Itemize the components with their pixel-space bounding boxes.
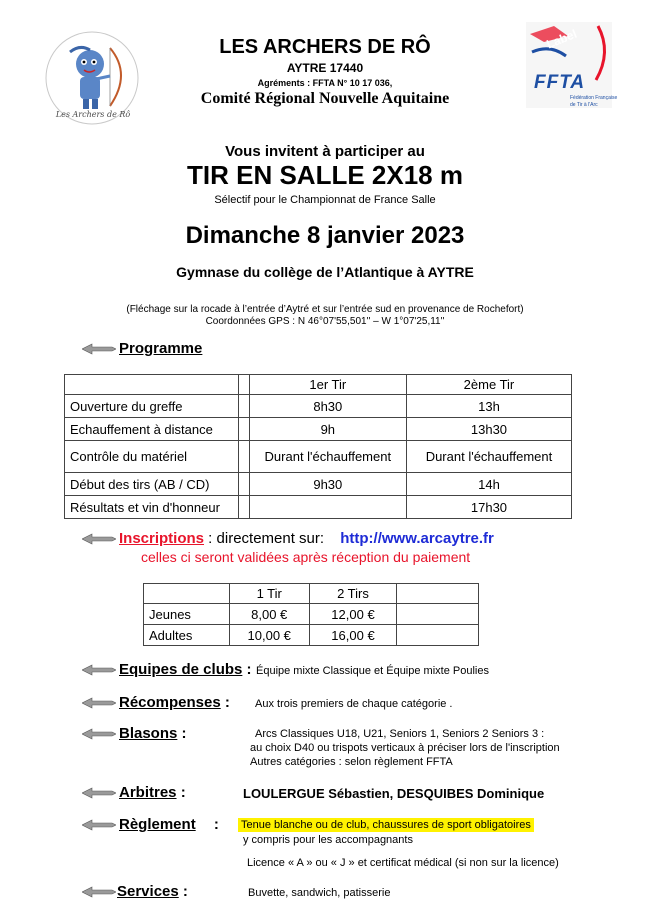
services-text: Buvette, sandwich, patisserie [248,887,391,899]
arrow-icon [82,885,116,899]
table-row [65,473,572,496]
table-header-cell [397,584,479,604]
row-label: Début des tirs (AB / CD) [65,473,239,496]
selective-note: Sélectif pour le Championnat de France Salle [214,194,436,206]
table-header-cell: 1 Tir [229,584,309,604]
logo-text: Les Archers de Rô [55,110,131,119]
row-value: 13h [406,395,571,418]
venue: Gymnase du collège de l’Atlantique à AYTRE [176,264,474,280]
directions: (Fléchage sur la rocade à l’entrée d’Aytré et sur l’entrée sud en provenance de Rochefort) [126,304,524,315]
table-header-row [65,375,572,395]
inscriptions-note: celles ci seront validées après réception du paiement [141,549,471,565]
gps-coordinates: Coordonnées GPS : N 46°07'55,501'' – W 1°07'25,11'' [205,316,445,327]
programme-title: Programme [119,340,203,357]
services-colon: : [178,883,188,900]
website-link[interactable]: http://www.arcaytre.fr [340,530,494,547]
arrow-icon [82,818,116,832]
table-header-cell: 1er Tir [249,375,406,395]
blasons-title: Blasons [119,725,178,742]
tarifs-table [143,583,479,646]
blasons-colon: : [177,725,187,742]
table-row [65,496,572,519]
table-row [144,625,479,646]
row-value: Durant l'échauffement [406,441,571,473]
arrow-icon [82,696,116,710]
inscriptions-title: Inscriptions [119,530,205,547]
programme-table [64,374,572,519]
services-line [117,883,188,901]
reglement-line [119,816,219,834]
ffta-logo [520,22,630,112]
invite-line: Vous invitent à participer au [225,143,425,160]
committee: Comité Régional Nouvelle Aquitaine [200,90,450,107]
club-logo [40,30,145,130]
row-value: 12,00 € [309,604,397,625]
reglement-line-3: Licence « A » ou « J » et certificat médical (si non sur la licence) [247,857,559,869]
recompenses-text: Aux trois premiers de chaque catégorie . [255,698,453,710]
table-row [65,441,572,473]
row-value: 16,00 € [309,625,397,646]
reglement-highlight: Tenue blanche ou de club, chaussures de sport obligatoires [238,818,534,832]
row-value: 8h30 [249,395,406,418]
blasons-line-2: au choix D40 ou trispots verticaux à préciser lors de l'inscription [250,742,560,754]
row-label: Ouverture du greffe [65,395,239,418]
arrow-icon [82,663,116,677]
recompenses-line [119,694,230,712]
agrements: Agréments : FFTA N° 10 17 036, [257,78,393,88]
blasons-line [119,725,187,743]
label-text: Label [544,26,579,52]
inscriptions-line [119,530,494,547]
table-row [65,418,572,441]
row-value: 14h [406,473,571,496]
blasons-line-3: Autres catégories : selon règlement FFTA [250,756,453,768]
blasons-line-1: Arcs Classiques U18, U21, Seniors 1, Seniors 2 Seniors 3 : [255,728,545,740]
row-value [249,496,406,519]
row-label: Résultats et vin d'honneur [65,496,239,519]
arbitres-names: LOULERGUE Sébastien, DESQUIBES Dominique [243,786,545,801]
equipes-text: Équipe mixte Classique et Équipe mixte Poulies [256,665,489,677]
row-value: 9h [249,418,406,441]
equipes-line [119,661,489,679]
arbitres-line [119,784,186,802]
arbitres-title: Arbitres [119,784,177,801]
arrow-icon [82,532,116,546]
row-value: 10,00 € [229,625,309,646]
arrow-icon [82,786,116,800]
arrow-icon [82,342,116,356]
services-title: Services [117,883,179,900]
row-label: Adultes [144,625,230,646]
table-header-cell: 2ème Tir [406,375,571,395]
event-date: Dimanche 8 janvier 2023 [185,222,465,249]
row-value: Durant l'échauffement [249,441,406,473]
recompenses-colon: : [220,694,230,711]
club-name: LES ARCHERS DE RÔ [219,36,431,58]
ffta-text: FFTA [534,72,586,93]
reglement-line-2: y compris pour les accompagnants [243,834,413,846]
row-value: 13h30 [406,418,571,441]
table-header-cell [144,584,230,604]
arrow-icon [82,727,116,741]
ffta-subtitle-1: Fédération Française [570,95,618,101]
table-header-cell: 2 Tirs [309,584,397,604]
table-row [144,604,479,625]
table-header-row [144,584,479,604]
event-title: TIR EN SALLE 2X18 m [187,160,463,190]
inscriptions-colon: : directement sur: [204,530,325,547]
table-header-cell [65,375,239,395]
reglement-title: Règlement [119,816,196,833]
row-label: Echauffement à distance [65,418,239,441]
row-value: 17h30 [406,496,571,519]
row-label: Jeunes [144,604,230,625]
club-city: AYTRE 17440 [286,61,364,75]
table-row [65,395,572,418]
recompenses-title: Récompenses [119,694,221,711]
equipes-colon: : [242,661,252,678]
arbitres-colon: : [176,784,186,801]
row-value: 8,00 € [229,604,309,625]
row-value: 9h30 [249,473,406,496]
row-label: Contrôle du matériel [65,441,239,473]
ffta-subtitle-2: de Tir à l'Arc [570,102,598,108]
reglement-colon: : [209,816,219,833]
equipes-title: Equipes de clubs [119,661,243,678]
